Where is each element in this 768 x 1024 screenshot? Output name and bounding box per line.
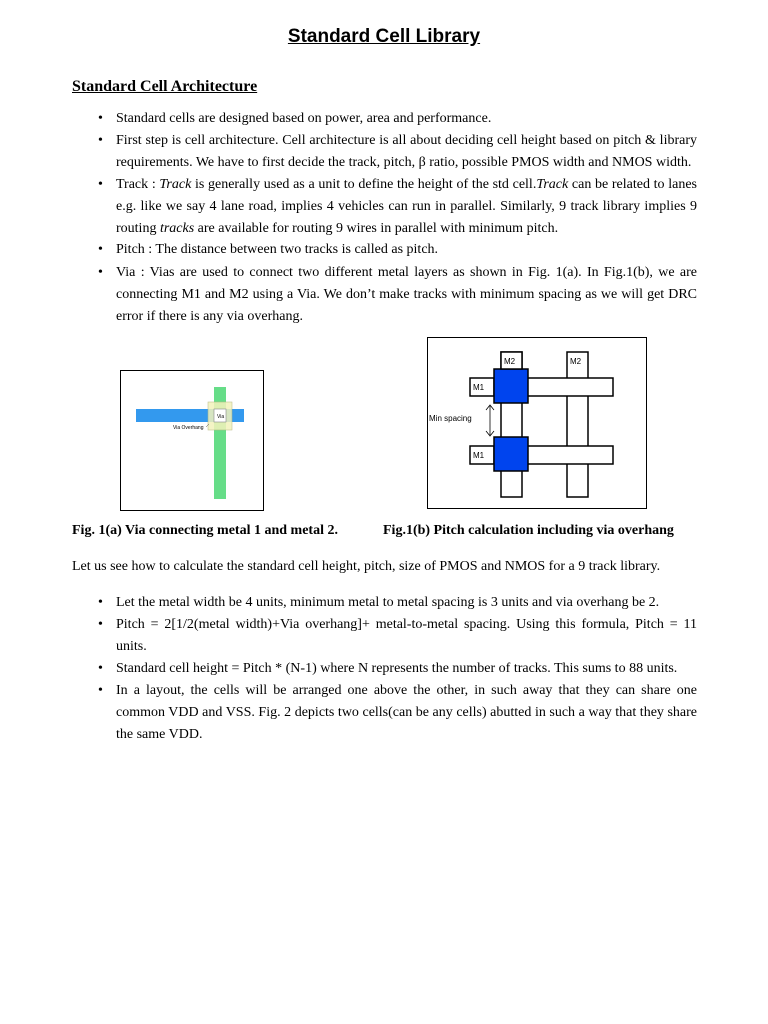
bullet-item: • Standard cell height = Pitch * (N-1) where N represents the number of tracks. This sums to 88 units. <box>72 658 697 680</box>
bullet-item: • Pitch = 2[1/2(metal width)+Via overhang]+ metal-to-metal spacing. Using this formula, Pitch = 11 units. <box>72 614 697 658</box>
bullet-item: • Via : Vias are used to connect two different metal layers as shown in Fig. 1(a). In Fig.1(b), we are connecting M1 and M2 using a Via. We don’t make tracks with minimum spacing as we will get DRC error if there is any via overhang. <box>72 262 697 328</box>
m1-label-top: M1 <box>473 383 485 392</box>
bullet-text: Track : <box>116 177 160 192</box>
via-label: Via <box>217 414 225 420</box>
metal2-track-right <box>567 352 588 497</box>
intro-paragraph: Let us see how to calculate the standard cell height, pitch, size of PMOS and NMOS for a 9 track library. <box>72 559 661 574</box>
metal1-track-top-right <box>522 378 613 396</box>
figure-1a-caption: Fig. 1(a) Via connecting metal 1 and metal 2. <box>72 523 338 538</box>
emphasis-text: Track <box>159 177 192 192</box>
bullet-item: • In a layout, the cells will be arranged one above the other, in such away that they can share one common VDD and VSS. Fig. 2 depicts two cells(can be any cells) abutted in such a way that they share the same VDD. <box>72 680 697 746</box>
emphasis-text: tracks <box>159 221 195 236</box>
m2-label-right: M2 <box>570 357 582 366</box>
section-heading: Standard Cell Architecture <box>72 78 258 95</box>
figure-1a-drawing <box>121 371 263 510</box>
figure-1b <box>427 337 647 509</box>
via-top <box>494 369 528 403</box>
figure-1a <box>120 370 264 511</box>
bullet-item: • Standard cells are designed based on power, area and performance. <box>72 108 697 130</box>
bullet-item: • First step is cell architecture. Cell architecture is all about deciding cell height based on pitch & library requirements. We have to first decide the track, pitch, β ratio, possible PMOS width and NMOS width. <box>72 130 697 174</box>
m2-label-left: M2 <box>504 357 516 366</box>
calculation-bullet-list <box>72 592 697 746</box>
metal1-track-bottom-right <box>522 446 613 464</box>
via-overhang-label: Via Overhang <box>173 425 204 431</box>
bullet-text: is generally used as a unit to define the height of the std cell. <box>191 177 537 192</box>
via-bottom <box>494 437 528 471</box>
emphasis-text: Track <box>536 177 569 192</box>
bullet-text: can be related to lanes e.g. like we say 4 lane road, implies 4 vehicles can run in parallel. Similarly, 9 track library implies 9 routing <box>116 177 697 236</box>
m1-label-bottom: M1 <box>473 451 485 460</box>
figure-1b-drawing <box>428 338 646 508</box>
bullet-item: • Let the metal width be 4 units, minimum metal to metal spacing is 3 units and via overhang be 2. <box>72 592 697 614</box>
figure-1b-caption: Fig.1(b) Pitch calculation including via overhang <box>383 523 674 538</box>
architecture-bullet-list <box>72 108 697 328</box>
bullet-item-track <box>72 174 697 240</box>
bullet-text: are available for routing 9 wires in parallel with minimum pitch. <box>194 221 559 236</box>
min-spacing-label: Min spacing <box>429 414 472 423</box>
bullet-item: • Pitch : The distance between two tracks is called as pitch. <box>72 240 697 260</box>
page-title: Standard Cell Library <box>287 26 481 47</box>
